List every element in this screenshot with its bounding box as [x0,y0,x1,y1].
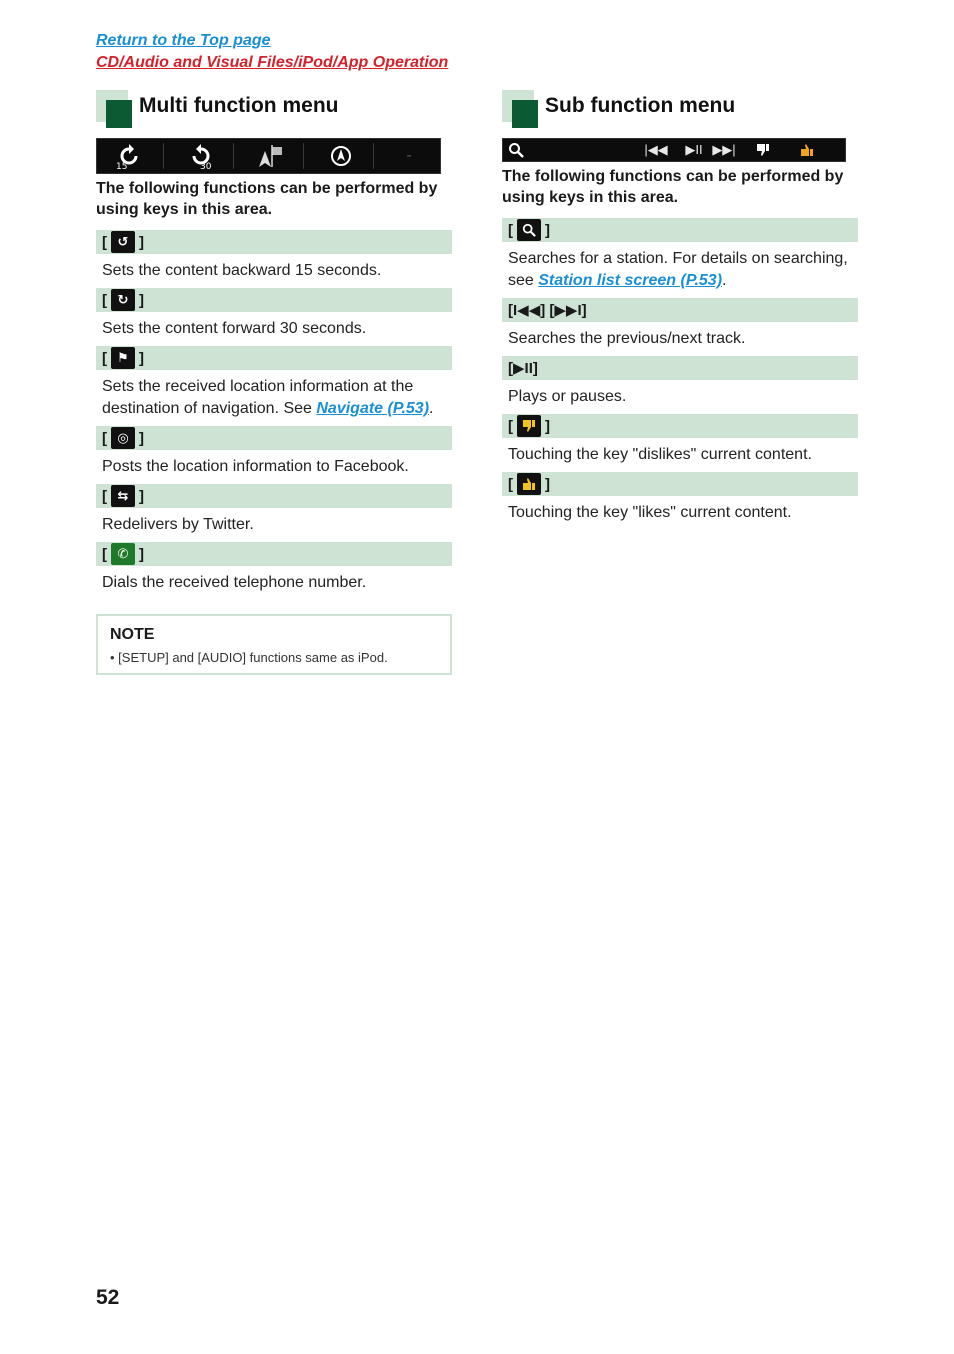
key-row-track: [I◀◀] [▶▶I] [502,298,858,322]
note-title: NOTE [110,626,155,643]
thumbs-up-icon [517,473,541,495]
navigate-flag-icon[interactable] [241,139,301,173]
multi-function-section [96,90,452,675]
station-list-link[interactable]: Station list screen (P.53) [538,272,723,289]
thumbs-up-icon[interactable] [795,139,819,161]
return-top-link[interactable]: Return to the Top page [96,32,271,49]
desc-dislike: Touching the key "dislikes" current content. [508,446,812,463]
desc-facebook: Posts the location information to Facebook. [102,458,409,475]
desc-rewind: Sets the content backward 15 seconds. [102,262,382,279]
multi-intro: The following functions can be performed by using keys in this area. [96,180,438,218]
key-row-forward: [ ↻ ] [96,288,452,312]
sub-function-section [502,90,858,530]
top-links [96,30,448,74]
desc-like: Touching the key "likes" current content. [508,504,792,521]
note-item: • [SETUP] and [AUDIO] functions same as iPod. [110,650,388,665]
phone-icon: ✆ [111,543,135,565]
key-row-dislike: [ ] [502,414,858,438]
desc-search [502,248,858,292]
key-row-play: [▶II] [502,356,858,380]
note-item-text: [SETUP] and [AUDIO] functions same as iPod. [118,650,388,665]
desc-navigate-text: Sets the received location information at the destination of navigation. See [102,378,414,417]
desc-play: Plays or pauses. [508,388,627,405]
previous-track-icon[interactable]: |◀◀ [644,142,668,157]
sub-intro: The following functions can be performed by using keys in this area. [502,168,844,206]
search-icon [517,219,541,241]
sub-function-bar [502,138,846,162]
header-marker-dark [106,100,132,128]
navigate-flag-icon: ⚑ [111,347,135,369]
facebook-location-icon: ◎ [111,427,135,449]
header-marker-dark [512,100,538,128]
empty-slot: - [406,147,412,164]
section-link[interactable]: CD/Audio and Visual Files/iPod/App Operation [96,54,449,71]
section-header [502,90,858,126]
forward-30-icon[interactable] [171,139,231,173]
facebook-location-icon[interactable] [311,139,371,173]
desc-search-end: . [722,272,727,289]
key-row-search: [ ] [502,218,858,242]
desc-forward: Sets the content forward 30 seconds. [102,320,367,337]
next-track-icon[interactable]: ▶▶| [712,142,736,157]
desc-twitter: Redelivers by Twitter. [102,516,254,533]
forward-30-icon: ↻ [111,289,135,311]
navigate-link[interactable]: Navigate (P.53) [316,400,430,417]
desc-search-text: Searches for a station. For details on searching, see [508,250,848,289]
key-row-phone: [ ✆ ] [96,542,452,566]
note-box [96,614,452,675]
page-number: 52 [96,1286,120,1309]
key-row-like: [ ] [502,472,858,496]
desc-phone: Dials the received telephone number. [102,574,367,591]
twitter-redeliver-icon: ⇆ [111,485,135,507]
key-row-facebook: [ ◎ ] [96,426,452,450]
rewind-15-icon[interactable] [101,139,161,173]
thumbs-down-icon[interactable] [751,139,775,161]
section-title: Multi function menu [139,94,339,117]
key-row-rewind: [ ↺ ] [96,230,452,254]
key-row-navigate: [ ⚑ ] [96,346,452,370]
thumbs-down-icon [517,415,541,437]
key-row-twitter: [ ⇆ ] [96,484,452,508]
desc-track: Searches the previous/next track. [508,330,746,347]
play-pause-icon[interactable]: ▶II [685,142,703,157]
multi-function-bar [96,138,441,174]
svg-text:15: 15 [116,162,128,170]
section-title: Sub function menu [545,94,736,117]
desc-navigate-end: . [429,400,434,417]
svg-text:30: 30 [200,162,212,170]
search-icon[interactable] [505,139,527,161]
rewind-15-icon: ↺ [111,231,135,253]
section-header [96,90,452,126]
desc-navigate [96,376,452,420]
